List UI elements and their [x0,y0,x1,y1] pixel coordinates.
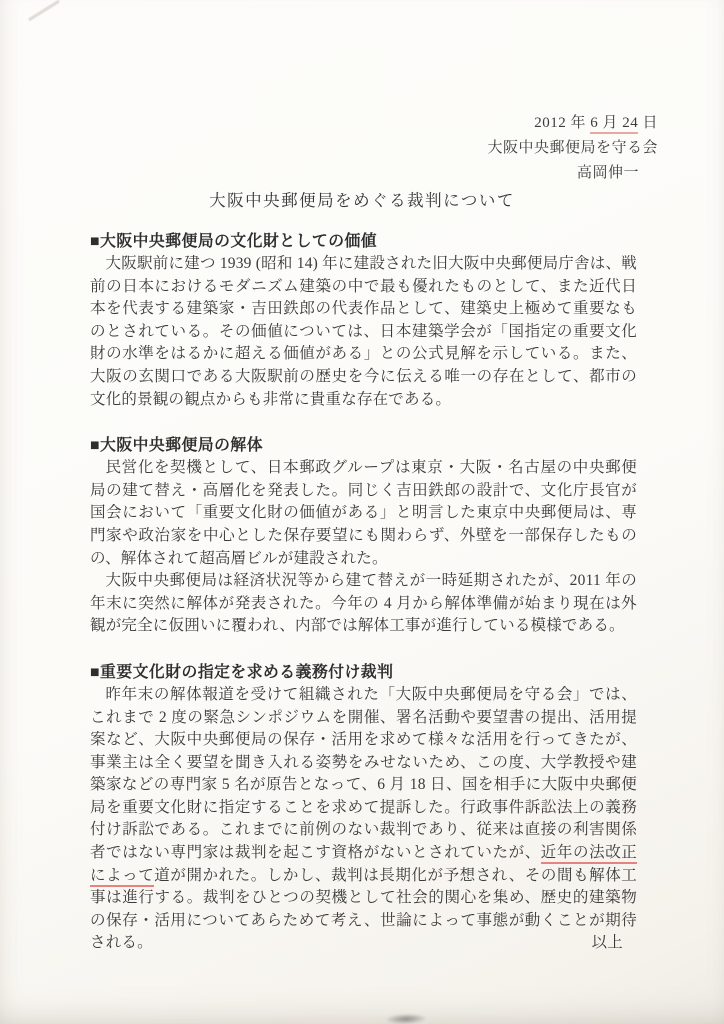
document-body [90,231,637,979]
section-demolition [90,435,637,638]
section-cultural-value [90,231,637,411]
closing-mark: 以上 [591,934,623,952]
red-underlined-phrase: 近年の法改正によって [90,844,637,887]
paragraph [90,684,637,955]
section-heading: ■大阪中央郵便局の解体 [90,437,264,455]
section-heading: ■大阪中央郵便局の文化財としての価値 [90,233,378,250]
scan-corner-artifact [28,0,60,21]
organization-line: 大阪中央郵便局を守る会 [487,140,658,156]
document-title: 大阪中央郵便局をめぐる裁判について [209,191,515,210]
paragraph: 大阪駅前に建つ 1939 (昭和 14) 年に建設された旧大阪中央郵便局庁舎は、戦前の日本におけるモダニズム建築の中で最も優れたものとして、また近代日本を代表する建築家・吉田鉄郎の代表作品として、建築史上極めて重要なものとされている。その価値については、日本建築学会が「国指定の重要文化財の水準をはるかに超える価値がある」との公式見解を示している。また、大阪の玄関口である大阪駅前の歴史を今に伝える唯一の存在として、都市の文化的景観の観点からも非常に貴重な存在である。 [90,255,637,408]
date-before: 2012 年 [534,115,591,131]
document-header [487,111,658,186]
date-red-underline: 6 月 24 [590,115,638,134]
paragraph-text-before: 昨年末の解体報道を受けて組織された「大阪中央郵便局を守る会」では、これまで 2 度の緊急シンポジウムを開催、署名活動や要望書の提出、活用提案など、大阪中央郵便局の保存・活用を求めて様々な活用を行ってきたが、事業主は全く要望を聞き入れる姿勢をみせないため、この度、大学教授や建築家などの専門家 5 名が原告となって、6 月 18 日、国を相手に大阪中央郵便局を重要文化財に指定することを求めて提訴した。行政事件訴訟法上の義務付け訴訟である。これまでに前例のない裁判であり、従来は直接の利害関係者ではない専門家は裁判を起こす資格がないとされていたが、 [90,685,637,862]
section-lawsuit [90,662,637,955]
paragraph: 民営化を契機として、日本郵政グループは東京・大阪・名古屋の中央郵便局の建て替え・高層化を発表した。同じく吉田鉄郎の設計で、文化庁長官が国会において「重要文化財の価値がある」と明言した東京中央郵便局は、専門家や政治家を中心とした保存要望にも関わらず、外壁を一部保存したものの、解体されて超高層ビルが建設された。 [90,459,637,567]
scan-edge-smudge [386,1013,426,1024]
date-after: 日 [638,115,658,131]
paragraph: 大阪中央郵便局は経済状況等から建て替えが一時延期されたが、2011 年の年末に突然に解体が発表された。今年の 4 月から解体準備が始まり現在は外観が完全に仮囲いに覆われ、内部では解体工事が進行している模様である。 [90,572,637,635]
paragraph-text-after: 道が開かれた。しかし、裁判は長期化が予想され、その間も解体工事は進行する。裁判をひとつの契機として社会的関心を集め、歴史的建築物の保存・活用についてあらためて考え、世論によって事態が動くことが期待される。 [90,866,637,952]
author-line: 高岡伸一 [576,165,639,181]
date-line [487,111,658,136]
section-heading: ■重要文化財の指定を求める義務付け裁判 [90,663,394,681]
